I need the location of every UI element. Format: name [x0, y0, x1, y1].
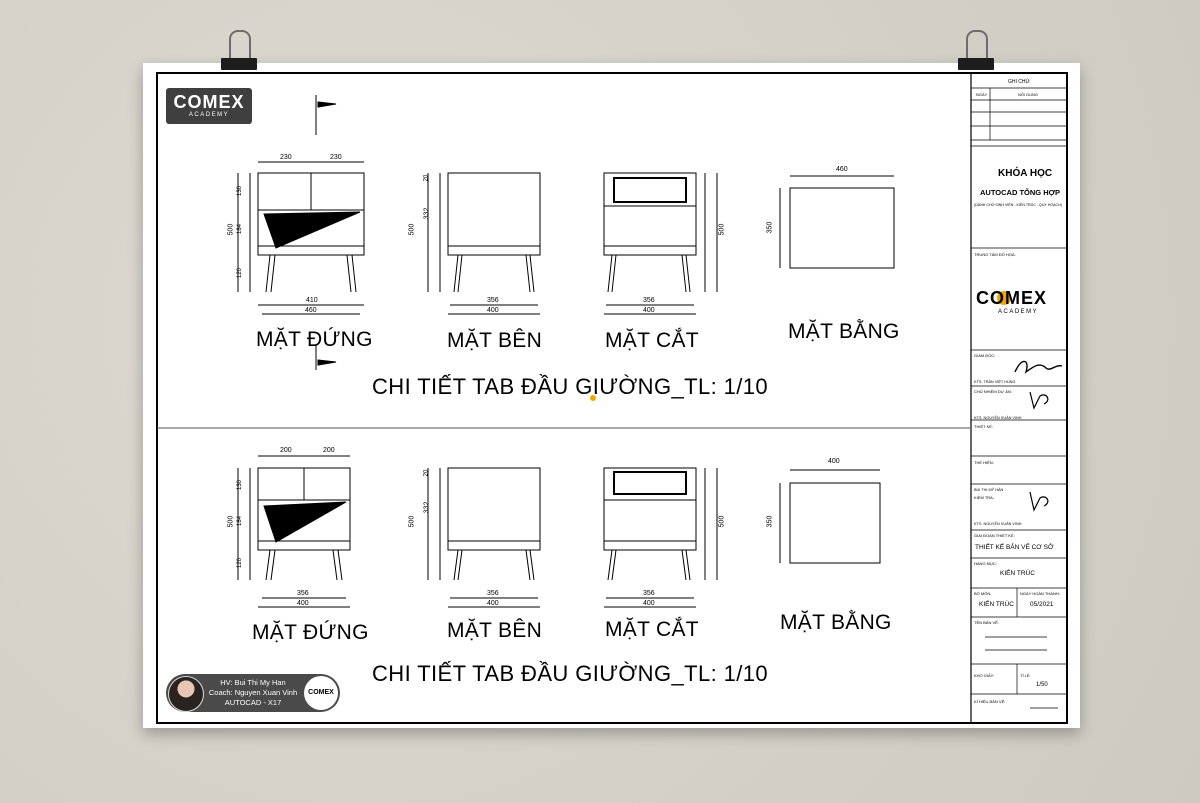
tb-drawing-name-label: TÊN BẢN VẼ: [974, 620, 999, 625]
dim-plan-width-b: 400 [828, 458, 840, 465]
tb-design-label: THIẾT KẾ: [974, 424, 994, 429]
tb-pm-label: CHỦ NHIỆM DỰ ÁN: [974, 389, 1012, 394]
dim-front-top-left: 230 [280, 154, 292, 161]
comex-logo [166, 88, 252, 124]
side-elevation-top [428, 173, 540, 314]
tb-draft-label: THỂ HIỆN: [974, 460, 994, 465]
dim-front-part-1: 130 [237, 185, 244, 197]
badge-student: HV: Bui Thi My Han [220, 678, 286, 687]
dim-front-top-right: 230 [330, 154, 342, 161]
dim-section-height: 500 [718, 223, 726, 236]
tb-comex-logo: COMEX [976, 288, 1048, 308]
tb-checker: KTS. NGUYỄN XUÂN VINH [974, 522, 1022, 526]
dim-front-bottom-outer-b: 400 [297, 600, 309, 607]
tb-pm-name: KTS. NGUYỄN XUÂN VINH [974, 416, 1022, 420]
detail-title-bottom: CHI TIẾT TAB ĐẦU GIƯỜNG_TL: 1/10 [372, 661, 769, 686]
dim-side-bottom-outer-b: 400 [487, 600, 499, 607]
dim-section-bottom-inner-b: 356 [643, 590, 655, 597]
pm-signature [1030, 392, 1048, 408]
tb-center-label: TRUNG TÂM ĐỒ HỌA: [974, 252, 1016, 257]
detail-title-top: CHI TIẾT TAB ĐẦU GIƯỜNG_TL: 1/10 [372, 374, 769, 399]
plan-view-top [780, 176, 894, 268]
label-side-top: MẶT BÊN [447, 329, 543, 352]
director-signature [1015, 361, 1062, 372]
tb-notes-header: GHI CHÚ: [1008, 79, 1031, 85]
dim-side-top: 20 [423, 174, 430, 182]
dim-front-part-2-b: 184 [237, 515, 244, 527]
tb-comex-sub: ACADEMY [998, 309, 1039, 315]
badge-course: AUTOCAD - X17 [224, 698, 282, 707]
tb-item-value: KIẾN TRÚC [1000, 570, 1035, 577]
dim-side-bottom-outer: 400 [487, 307, 499, 314]
dim-side-height-b: 500 [408, 515, 416, 528]
label-section-bottom: MẶT CẮT [605, 618, 699, 641]
dim-plan-depth: 350 [766, 221, 774, 234]
tb-notes-col-date: NGÀY [976, 92, 988, 97]
tb-drafter: BÙI THỊ MỸ HÂN [974, 488, 1004, 492]
badge-coach: Coach: Nguyen Xuan Vinh [208, 688, 298, 697]
front-elevation-bottom [238, 456, 350, 607]
dim-front-bottom-inner-b: 356 [297, 590, 309, 597]
label-section-top: MẶT CẮT [605, 329, 699, 352]
dim-side-height: 500 [408, 223, 416, 236]
dim-section-bottom-outer: 400 [643, 307, 655, 314]
label-plan-bottom: MẶT BẰNG [780, 611, 892, 634]
dim-section-height-b: 500 [718, 515, 726, 528]
tb-course-note: (DÀNH CHO SINH VIÊN - KIẾN TRÚC - QUY HOẠCH) [974, 203, 1062, 207]
dim-section-bottom-inner: 356 [643, 297, 655, 304]
label-plan-top: MẶT BẰNG [788, 320, 900, 343]
tb-phase-label: GIAI ĐOẠN THIẾT KẾ: [974, 533, 1015, 538]
label-front-top: MẶT ĐỨNG [256, 328, 373, 351]
tb-code-label: KÍ HIỆU BẢN VẼ: [974, 699, 1006, 704]
dim-plan-depth-b: 350 [766, 515, 774, 528]
section-view-bottom [604, 468, 717, 607]
badge-logo: COMEX [304, 676, 338, 710]
label-side-bottom: MẶT BÊN [447, 619, 543, 642]
checker-signature [1030, 492, 1048, 510]
dim-front-top-right-b: 200 [323, 447, 335, 454]
dim-front-top-left-b: 200 [280, 447, 292, 454]
student-badge [166, 674, 340, 712]
dim-front-part-3-b: 120 [237, 557, 244, 569]
dim-side-top-b: 20 [423, 469, 430, 477]
tb-director-label: GIÁM ĐỐC: [974, 353, 996, 358]
avatar [168, 676, 204, 712]
tb-notes-col-content: NỘI DUNG [1018, 92, 1038, 97]
logo-text: COMEX [173, 92, 245, 112]
tb-item-label: HẠNG MỤC: [974, 561, 997, 566]
dim-front-part-2: 184 [237, 223, 244, 235]
label-front-bottom: MẶT ĐỨNG [252, 621, 369, 644]
dim-side-mid: 332 [423, 207, 431, 220]
tb-scale-label: TỈ LỆ: [1020, 673, 1031, 678]
dim-front-height-b: 500 [227, 515, 235, 528]
dim-front-bottom-outer: 460 [305, 307, 317, 314]
dim-front-bottom-inner: 410 [306, 297, 318, 304]
tb-phase-value: THIẾT KẾ BẢN VẼ CƠ SỞ [975, 544, 1054, 551]
tb-course-sub: AUTOCAD TỔNG HỢP [980, 188, 1061, 197]
tb-dept-label: BỘ MÔN: [974, 591, 992, 596]
tb-paper-label: KHỔ GIẤY: [974, 673, 995, 678]
tb-date-label: NGÀY HOÀN THÀNH: [1020, 591, 1060, 596]
dim-front-height: 500 [227, 223, 235, 236]
dim-section-bottom-outer-b: 400 [643, 600, 655, 607]
front-elevation-top [238, 162, 364, 314]
tb-course-title: KHÓA HỌC [998, 168, 1053, 179]
dim-side-bottom-inner-b: 356 [487, 590, 499, 597]
dim-side-bottom-inner: 356 [487, 297, 499, 304]
dim-front-part-3: 120 [237, 267, 244, 279]
side-elevation-bottom [428, 468, 540, 607]
dim-front-part-1-b: 130 [237, 479, 244, 491]
title-block-grid [971, 88, 1067, 708]
dim-side-mid-b: 332 [423, 501, 431, 514]
dim-plan-width: 460 [836, 166, 848, 173]
tb-dept-value: KIẾN TRÚC [979, 601, 1014, 608]
tb-director-name: KTS. TRẦN VIỆT HÙNG [974, 380, 1016, 384]
plan-view-bottom [780, 470, 880, 563]
tb-scale-value: 1/50 [1036, 682, 1048, 688]
logo-sub: ACADEMY [188, 112, 230, 118]
tb-check-label: KIỂM TRA: [974, 495, 994, 500]
section-view-top [604, 173, 717, 314]
tb-date-value: 05/2021 [1030, 601, 1054, 608]
